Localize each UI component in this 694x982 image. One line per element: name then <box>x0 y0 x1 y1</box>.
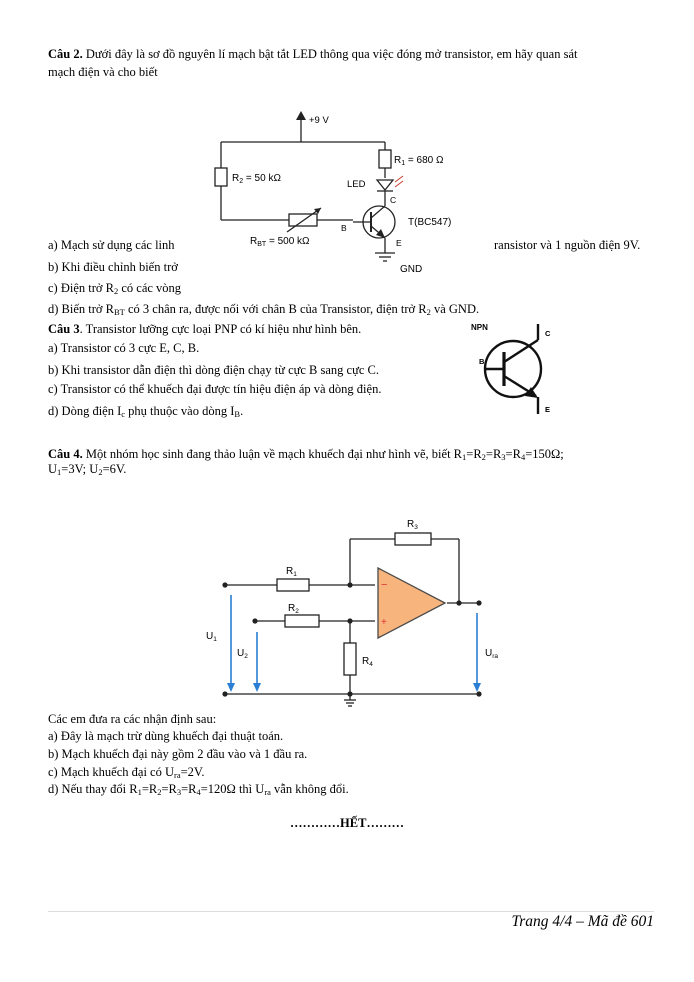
q4-intro-line2: $U_1=3V$; $U_2=6V$. <box>48 462 127 477</box>
q3-label: Câu 3 <box>48 322 80 336</box>
q3-b: b) Khi transistor dẫn điện thì dòng điện chạy từ cực B sang cực C. <box>48 363 380 377</box>
q4-c: c) Mạch khuếch đại có $U_{ra}=2V$. <box>48 765 205 780</box>
q4-intro-line1: Câu 4. Một nhóm học sinh đang thảo luận về mạch khuếch đại như hình vẽ, biết $R_1=R_2=R_3=R_4=150\Omega$; <box>48 447 564 462</box>
transistor-label: T(BC547) <box>408 217 452 228</box>
collector-label: C <box>390 195 397 205</box>
q4-label: Câu 4. <box>48 447 83 461</box>
q2-c: c) Điện trở $R_2$ có các vòng <box>48 281 182 296</box>
ura-label: $U_{ra}$ <box>485 648 499 660</box>
q2-intro-line2: mạch điện và cho biết <box>48 65 158 79</box>
q2-label: Câu 2. <box>48 47 83 61</box>
q2-a-suffix: ransistor và 1 nguồn điện 9V. <box>494 238 641 252</box>
led-label: LED <box>347 179 366 190</box>
npn-b-label: B <box>479 357 485 366</box>
r3-label: $R_3$ <box>407 519 418 531</box>
vcc-arrow-icon <box>296 111 306 120</box>
r1-opamp-label: $R_1$ <box>286 566 297 578</box>
opamp-triangle <box>378 568 445 638</box>
q3-a: a) Transistor có 3 cực E, C, B. <box>48 341 200 355</box>
r2-opamp-label: $R_2$ <box>288 603 299 615</box>
opamp-minus-label: − <box>381 579 388 591</box>
q4-d: d) Nếu thay đổi $R_1=R_2=R_3=R_4=120\Omega$ thì $U_{ra}$ vẫn không đổi. <box>48 782 349 797</box>
q2-b: b) Khi điều chỉnh biến trở <box>48 260 178 274</box>
end-marker: …………HẾT……… <box>290 816 404 830</box>
q2-d: d) Biến trở $R_{BT}$ có 3 chân ra, được nối với chân B của Transistor, điện trở $R_2$ và GND. <box>48 302 480 317</box>
npn-label: NPN <box>471 323 488 332</box>
r1-label: $R_1 = 680$ Ω <box>394 155 444 167</box>
u1-label: $U_1$ <box>206 631 217 643</box>
emitter-label: E <box>396 238 402 248</box>
led-light-arrows-icon <box>395 176 403 187</box>
r4-label: $R_4$ <box>362 656 373 668</box>
q2-intro-line1: Câu 2. Dưới đây là sơ đồ nguyên lí mạch bật tắt LED thông qua việc đóng mở transistor, em hãy quan sát <box>48 47 578 61</box>
gnd-label: GND <box>400 264 423 275</box>
q3-c: c) Transistor có thể khuếch đại được tín hiệu điện áp và dòng điện. <box>48 382 382 396</box>
rbt-label: $R_{BT} = 500$ kΩ <box>250 236 310 248</box>
r2-label: $R_2 = 50$ kΩ <box>232 173 281 185</box>
npn-e-label: E <box>545 405 551 414</box>
opamp-plus-label: + <box>381 617 387 628</box>
opamp-subtractor-circuit <box>195 512 505 710</box>
vcc-label: +9 V <box>309 115 329 126</box>
q3-intro: Câu 3. Transistor lưỡng cực loại PNP có kí hiệu như hình bên. <box>48 322 362 336</box>
footer-divider <box>48 911 654 912</box>
npn-transistor-symbol <box>470 318 570 418</box>
q3-d: d) Dòng điện $I_c$ phụ thuộc vào dòng $I_B$. <box>48 404 244 419</box>
u2-label: $U_2$ <box>237 648 248 660</box>
page-footer: Trang 4/4 – Mã đề 601 <box>511 913 654 930</box>
base-label: B <box>341 223 347 233</box>
q4-b: b) Mạch khuếch đại này gồm 2 đầu vào và 1 đầu ra. <box>48 747 308 761</box>
q2-a-prefix: a) Mạch sử dụng các linh <box>48 238 175 252</box>
q4-lead: Các em đưa ra các nhận định sau: <box>48 712 217 726</box>
led-transistor-circuit <box>195 108 505 278</box>
q4-a: a) Đây là mạch trừ dùng khuếch đại thuật toán. <box>48 729 284 743</box>
npn-c-label: C <box>545 329 551 338</box>
